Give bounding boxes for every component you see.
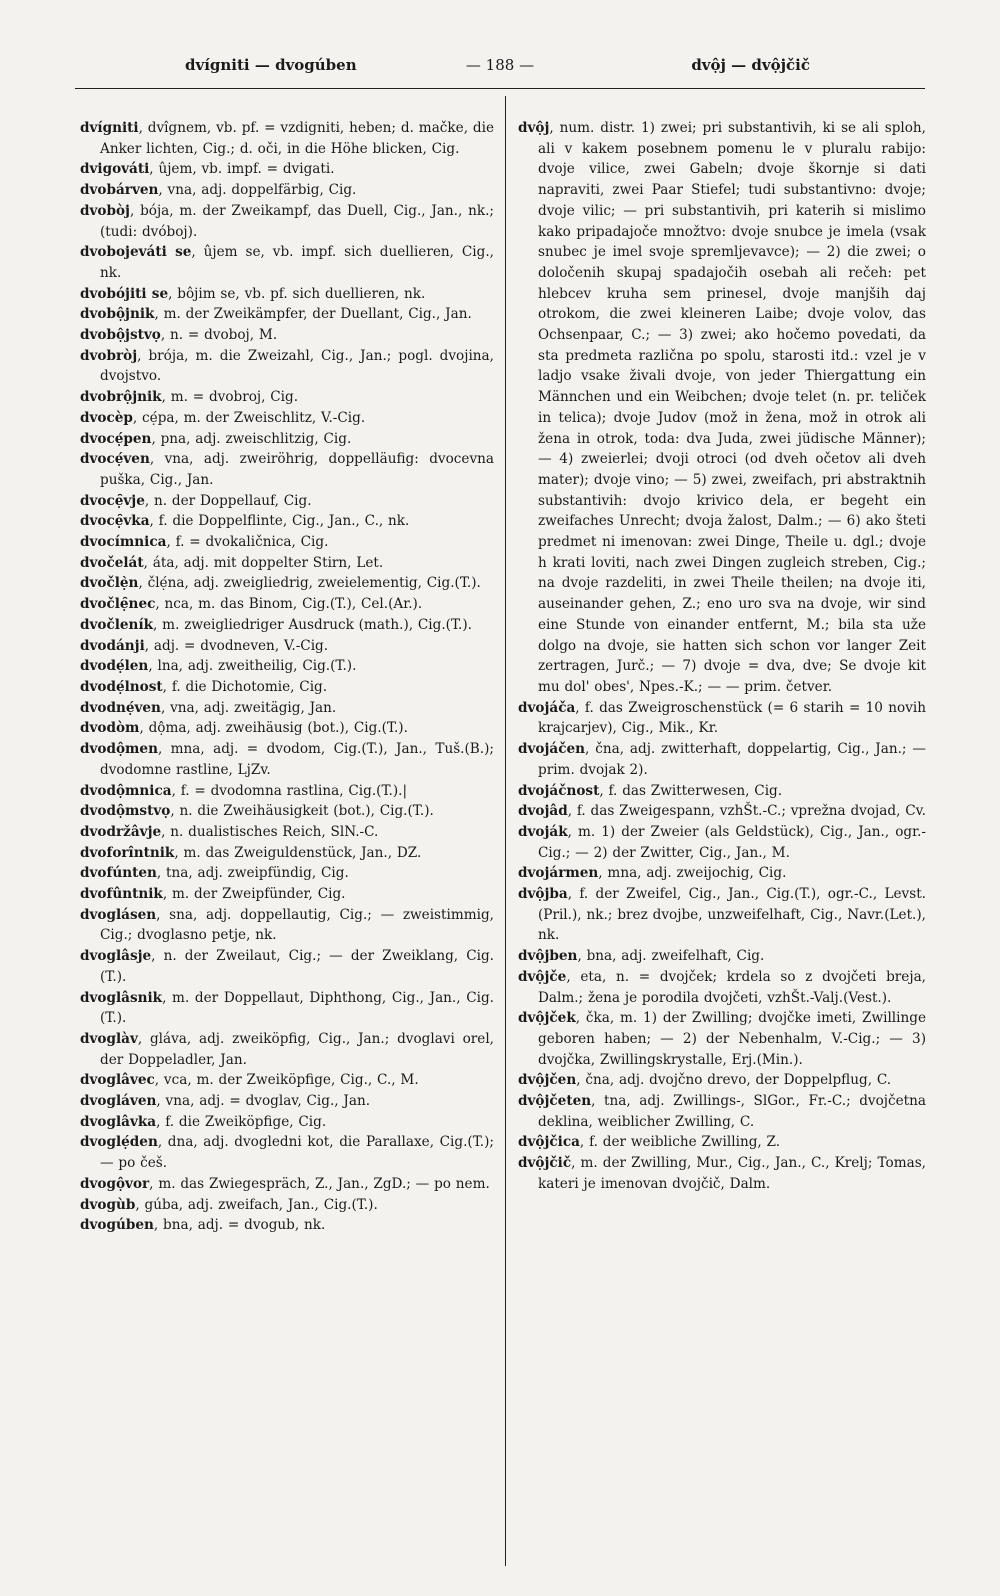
entry-headword: dvodržâvje — [80, 823, 162, 840]
dictionary-entry — [80, 201, 494, 242]
entry-headword: dvodộmen — [80, 741, 158, 758]
dictionary-entry — [80, 781, 494, 802]
entry-headword: dvogláven — [80, 1093, 157, 1110]
entry-headword: dvocẹ̑vje — [80, 492, 145, 509]
entry-text: , dna, adj. dvogledni kot, die Parallaxe, Cig.(T.); — po češ. — [100, 1134, 494, 1172]
entry-text: , brója, m. die Zweizahl, Cig., Jan.; pogl. dvojina, dvojstvo. — [100, 347, 494, 385]
dictionary-entry — [518, 822, 926, 863]
entry-text: , mna, adj. zweijochig, Cig. — [598, 865, 787, 882]
entry-headword: dvoglẹ́den — [80, 1134, 158, 1151]
entry-text: , mna, adj. = dvodom, Cig.(T.), Jan., Tuš.(B.); dvodomne rastline, LjZv. — [100, 741, 494, 778]
dictionary-entry — [80, 677, 494, 698]
dictionary-entry — [80, 656, 494, 677]
entry-text: , f. = dvokaličnica, Cig. — [166, 534, 329, 551]
entry-headword: dvộjčič — [518, 1155, 572, 1172]
header-right-guideword: dvộj — dvộjčič — [691, 56, 810, 74]
dictionary-entry — [80, 1195, 494, 1216]
dictionary-entry — [80, 573, 494, 594]
entry-headword: dvigováti — [80, 161, 150, 178]
entry-text: , m. 1) der Zweier (als Geldstück), Cig., Jan., ogr.-Cig.; — 2) der Zwitter, Cig., Jan., M. — [538, 823, 926, 861]
entry-headword: dvobójiti se — [80, 285, 169, 302]
entry-headword: dvobộjstvọ — [80, 327, 161, 344]
dictionary-entry — [80, 1174, 494, 1195]
entry-headword: dvodòm — [80, 720, 140, 737]
dictionary-entry — [518, 1008, 926, 1070]
dictionary-entry — [80, 946, 494, 987]
dictionary-entry — [80, 615, 494, 636]
dictionary-entry — [80, 822, 494, 843]
entry-text: , adj. = dvodneven, V.-Cig. — [144, 637, 329, 654]
entry-headword: dvodẹ́len — [80, 658, 149, 675]
dictionary-entry — [518, 698, 926, 739]
dictionary-entry — [80, 1091, 494, 1112]
entry-headword: dvofûntnik — [80, 886, 163, 903]
dictionary-entry — [518, 781, 926, 802]
dictionary-entry — [80, 801, 494, 822]
entry-text: , vna, adj. doppelfärbig, Cig. — [158, 182, 357, 199]
entry-headword: dvoglásen — [80, 906, 157, 923]
entry-text: , gúba, adj. zweifach, Jan., Cig.(T.). — [135, 1196, 378, 1213]
entry-text: , m. der Zweikämpfer, der Duellant, Cig., Jan. — [154, 306, 472, 323]
page-header — [70, 52, 930, 82]
entry-text: , vna, adj. zweiröhrig, doppelläufig: dvocevna puška, Cig., Jan. — [100, 451, 494, 488]
dictionary-entry — [80, 284, 494, 305]
entry-headword: dvoglâsnik — [80, 989, 163, 1006]
dictionary-entry — [80, 1215, 494, 1236]
dictionary-entry — [80, 988, 494, 1029]
dictionary-entry — [518, 1070, 926, 1091]
entry-text: , tna, adj. zweipfündig, Cig. — [156, 865, 349, 882]
dictionary-entry — [518, 1091, 926, 1132]
entry-headword: dvoglâsje — [80, 948, 152, 965]
entry-text: , dộma, adj. zweihäusig (bot.), Cig.(T.). — [139, 720, 408, 737]
entry-text: , vca, m. der Zweiköpfige, Cig., C., M. — [154, 1072, 419, 1089]
entry-text: , f. der weibliche Zwilling, Z. — [579, 1134, 781, 1151]
entry-text: , áta, adj. mit doppelter Stirn, Let. — [143, 554, 384, 571]
dictionary-entry — [80, 449, 494, 490]
header-rule — [75, 88, 925, 89]
entry-headword: dvojármen — [518, 865, 599, 882]
right-column — [518, 118, 926, 1195]
dictionary-entry — [518, 946, 926, 967]
entry-text: , ûjem se, vb. impf. sich duellieren, Cig., nk. — [100, 244, 494, 281]
left-column — [80, 118, 494, 1236]
dictionary-entry — [80, 594, 494, 615]
entry-headword: dvočelát — [80, 554, 144, 571]
entry-headword: dvodộmnica — [80, 782, 172, 799]
entry-headword: dvígniti — [80, 120, 139, 136]
entry-headword: dvočlẹ̑nec — [80, 596, 156, 613]
entry-text: , čna, adj. dvojčno drevo, der Doppelpflug, C. — [576, 1072, 892, 1089]
dictionary-entry — [80, 1112, 494, 1133]
entry-text: , n. der Zweilaut, Cig.; — der Zweiklang, Cig.(T.). — [100, 948, 494, 985]
entry-headword: dvocímnica — [80, 534, 167, 551]
entry-text: , m. der Zweipfünder, Cig. — [162, 886, 346, 903]
dictionary-entry — [518, 739, 926, 780]
entry-text: , bôjim se, vb. pf. sich duellieren, nk. — [168, 285, 426, 302]
entry-headword: dvobrộjnik — [80, 389, 162, 406]
entry-headword: dvoforîntnik — [80, 844, 175, 861]
entry-text: , m. der Doppellaut, Diphthong, Cig., Jan., Cig.(T.). — [100, 989, 494, 1027]
entry-headword: dvoják — [518, 823, 568, 840]
entry-text: , bna, adj. = dvogub, nk. — [153, 1217, 326, 1234]
entry-text: , bna, adj. zweifelhaft, Cig. — [577, 948, 765, 965]
entry-text: , m. = dvobroj, Cig. — [161, 389, 299, 406]
entry-text: , f. die Dichotomie, Cig. — [162, 678, 328, 695]
dictionary-entry — [80, 1132, 494, 1173]
dictionary-entry — [80, 387, 494, 408]
entry-headword: dvộjčica — [518, 1134, 580, 1151]
entry-headword: dvodánji — [80, 637, 145, 654]
entry-text: , dvîgnem, vb. pf. = vzdigniti, heben; d. mačke, die Anker lichten, Cig.; d. oči, in die Höhe blicken, Cig. — [100, 120, 494, 157]
entry-headword: dvoglâvka — [80, 1113, 157, 1130]
dictionary-entry — [80, 739, 494, 780]
dictionary-entry — [80, 325, 494, 346]
entry-headword: dvoglâvec — [80, 1072, 155, 1089]
entry-headword: dvobòj — [80, 202, 130, 219]
entry-text: , člẹ́na, adj. zweigliedrig, zweielementig, Cig.(T.). — [138, 575, 481, 592]
entry-text: , ûjem, vb. impf. = dvigati. — [149, 161, 335, 178]
entry-text: , f. der Zweifel, Cig., Jan., Cig.(T.), ogr.-C., Levst.(Pril.), nk.; brez dvojbe, unzweifelhaft, Cig., Navr.(Let.), nk. — [538, 886, 926, 944]
entry-text: , f. die Zweiköpfige, Cig. — [156, 1113, 327, 1130]
dictionary-entry — [80, 118, 494, 159]
entry-headword: dvobộjnik — [80, 306, 155, 323]
entry-text: , f. das Zweigespann, vzhŠt.-C.; vprežna dvojad, Cv. — [567, 803, 927, 820]
dictionary-entry — [80, 718, 494, 739]
entry-headword: dvộjben — [518, 948, 578, 965]
entry-headword: dvộjčeten — [518, 1093, 592, 1110]
entry-text: , nca, m. das Binom, Cig.(T.), Cel.(Ar.). — [155, 596, 423, 613]
entry-text: , n. der Doppellauf, Cig. — [144, 492, 312, 509]
entry-headword: dvofúnten — [80, 865, 157, 882]
entry-text: , vna, adj. = dvoglav, Cig., Jan. — [156, 1093, 371, 1110]
entry-text: , bója, m. der Zweikampf, das Duell, Cig., Jan., nk.; (tudi: dvóboj). — [100, 202, 494, 240]
column-divider — [505, 96, 506, 1566]
entry-text: , f. das Zwitterwesen, Cig. — [599, 782, 783, 799]
dictionary-entry — [80, 180, 494, 201]
dictionary-entry — [518, 863, 926, 884]
entry-headword: dvodộmstvọ — [80, 803, 171, 820]
entry-headword: dvobròj — [80, 347, 138, 364]
dictionary-entry — [518, 118, 926, 698]
entry-headword: dvộj — [518, 120, 550, 136]
dictionary-entry — [518, 967, 926, 1008]
entry-headword: dvộjba — [518, 886, 568, 903]
entry-headword: dvočlẹ̀n — [80, 575, 139, 592]
dictionary-entry — [80, 304, 494, 325]
dictionary-entry — [80, 636, 494, 657]
dictionary-entry — [518, 884, 926, 946]
dictionary-entry — [80, 159, 494, 180]
entry-text: , f. = dvodomna rastlina, Cig.(T.).| — [171, 782, 408, 799]
entry-headword: dvộjče — [518, 968, 567, 985]
entry-text: , eta, n. = dvojček; krdela so z dvojčeti breja, Dalm.; žena je porodila dvojčeti, vzhŠt.-Valj.(Vest.). — [538, 968, 926, 1006]
dictionary-entry — [80, 408, 494, 429]
dictionary-entry — [80, 905, 494, 946]
entry-text: , n. dualistisches Reich, SlN.-C. — [161, 823, 379, 840]
entry-headword: dvojáčnost — [518, 782, 600, 799]
entry-headword: dvogùb — [80, 1196, 136, 1213]
dictionary-entry — [80, 242, 494, 283]
entry-headword: dvojâd — [518, 803, 568, 820]
dictionary-entry — [80, 429, 494, 450]
entry-text: , m. das Zwiegespräch, Z., Jan., ZgD.; — po nem. — [149, 1175, 490, 1192]
entry-headword: dvộjčen — [518, 1072, 577, 1089]
dictionary-entry — [518, 1132, 926, 1153]
dictionary-entry — [518, 801, 926, 822]
entry-headword: dvobárven — [80, 182, 159, 199]
entry-text: , f. das Zweigroschenstück (= 6 starih = 10 novih krajcarjev), Cig., Mik., Kr. — [538, 699, 926, 737]
entry-text: , f. die Doppelflinte, Cig., Jan., C., nk. — [149, 513, 410, 530]
entry-text: , cẹ́pa, m. der Zweischlitz, V.-Cig. — [132, 409, 366, 426]
entry-headword: dvočleník — [80, 616, 154, 633]
entry-headword: dvocẹ́pen — [80, 430, 152, 447]
entry-text: , tna, adj. Zwillings-, SlGor., Fr.-C.; dvojčetna deklina, weiblicher Zwilling, C. — [538, 1093, 926, 1130]
entry-text: , m. der Zwilling, Mur., Cig., Jan., C., Krelj; Tomas, kateri je imenovan dvojčič, Dalm. — [538, 1155, 926, 1192]
dictionary-entry — [80, 884, 494, 905]
entry-headword: dvogúben — [80, 1217, 154, 1234]
dictionary-entry — [80, 511, 494, 532]
entry-headword: dvodẹ́lnost — [80, 678, 163, 695]
entry-text: , čna, adj. zwitterhaft, doppelartig, Cig., Jan.; — prim. dvojak 2). — [538, 741, 926, 778]
entry-headword: dvocẹ̑vka — [80, 513, 150, 530]
dictionary-entry — [80, 491, 494, 512]
entry-text: , sna, adj. doppellautig, Cig.; — zweistimmig, Cig.; dvoglasno petje, nk. — [100, 906, 494, 944]
dictionary-entry — [80, 1029, 494, 1070]
dictionary-entry — [80, 553, 494, 574]
entry-text: , n. die Zweihäusigkeit (bot.), Cig.(T.). — [170, 803, 434, 820]
entry-text: , m. zweigliedriger Ausdruck (math.), Cig.(T.). — [153, 616, 472, 633]
entry-text: , gláva, adj. zweiköpfig, Cig., Jan.; dvoglavi orel, der Doppeladler, Jan. — [100, 1030, 494, 1068]
entry-text: , m. das Zweiguldenstück, Jan., DZ. — [174, 844, 422, 861]
dictionary-entry — [80, 346, 494, 387]
header-left-guideword: dvígniti — dvogúben — [185, 56, 357, 74]
entry-headword: dvogộvor — [80, 1175, 150, 1192]
entry-headword: dvocẹ́ven — [80, 451, 150, 468]
dictionary-entry — [80, 843, 494, 864]
entry-headword: dvodnẹ́ven — [80, 699, 161, 716]
entry-headword: dvobojeváti se — [80, 244, 192, 261]
entry-text: , vna, adj. zweitägig, Jan. — [160, 699, 337, 716]
dictionary-entry — [518, 1153, 926, 1194]
dictionary-entry — [80, 863, 494, 884]
page-number: — 188 — — [465, 56, 535, 74]
entry-headword: dvojáča — [518, 699, 576, 716]
entry-text: , lna, adj. zweitheilig, Cig.(T.). — [148, 658, 357, 675]
entry-headword: dvoglàv — [80, 1030, 138, 1047]
entry-text: , n. = dvoboj, M. — [160, 327, 278, 344]
entry-text: , čka, m. 1) der Zwilling; dvojčke imeti, Zwillinge geboren haben; — 2) der Nebenhalm, V.-Cig.; — 3) dvojčka, Zwillingskrystalle, Erj.(Min.). — [538, 1010, 926, 1068]
dictionary-entry — [80, 698, 494, 719]
dictionary-entry — [80, 532, 494, 553]
entry-headword: dvocèp — [80, 409, 133, 426]
entry-headword: dvộjček — [518, 1010, 576, 1027]
dictionary-entry — [80, 1070, 494, 1091]
entry-text: , num. distr. 1) zwei; pri substantivih, ki se ali sploh, ali v kakem posebnem pomenu le v pluralu rabijo: dvoje vilice, zwei Gabeln; dvoje škornje si dati napraviti, zwei Paar Stiefel; tudi substantivno: dvoje; dvoje vilic; — pri substantivih, pri katerih si mislimo kako pripadajoče množtvo: dvoje snubce je imela (vsak snubec je imel svoje spremljevavce); — 2) die zwei; o določenih skupaj spadajočih osebah ali rečeh: pet hlebcev kruha sem prinesel, dvoje manjših daj otrokom, die zwei kleineren Laibe; dvoje volov, das Ochsenpaar, C.; — 3) zwei; ako hočemo povedati, da sta predmeta različna po spolu, starosti itd.: vzel je v ladjo vsake živali dvoje, von jeder Thiergattung ein Männchen und ein Weibchen; dvoje telet (n. pr. teliček in telica); dvoje Judov (mož in žena, mož in otrok ali žena in otrok, toda: dva Juda, zwei jüdische Männer); — 4) zweierlei; dvoji otroci (od dveh očetov ali dveh mater); dvoje vino; — 5) zwei, zweifach, pri abstraktnih substantivih: dvojo krivico dela, er begeht ein zweifaches Unrecht; dvoja žalost, Dalm.; — 6) ako šteti predmet ni imenovan: zwei Dinge, Theile u. dgl.; dvoje h krati loviti, nach zwei Dingen zugleich streben, Cig.; na dvoje razdeliti, in zwei Theile theilen; na dvoje iti, auseinander gehen, Z.; eno uro sva na dvoje, wir sind eine Stunde von einander entfernt, M.; bila sta uže dolgo na dvoje, sie hatten sich schon vor langer Zeit zertragen, Jurč.; — 7) dvoje = dva, dve; Se dvoje kit mu dol' obes', Npes.-K.; — — prim. četver. — [538, 120, 926, 695]
entry-text: , pna, adj. zweischlitzig, Cig. — [151, 430, 352, 447]
entry-headword: dvojáčen — [518, 741, 586, 758]
